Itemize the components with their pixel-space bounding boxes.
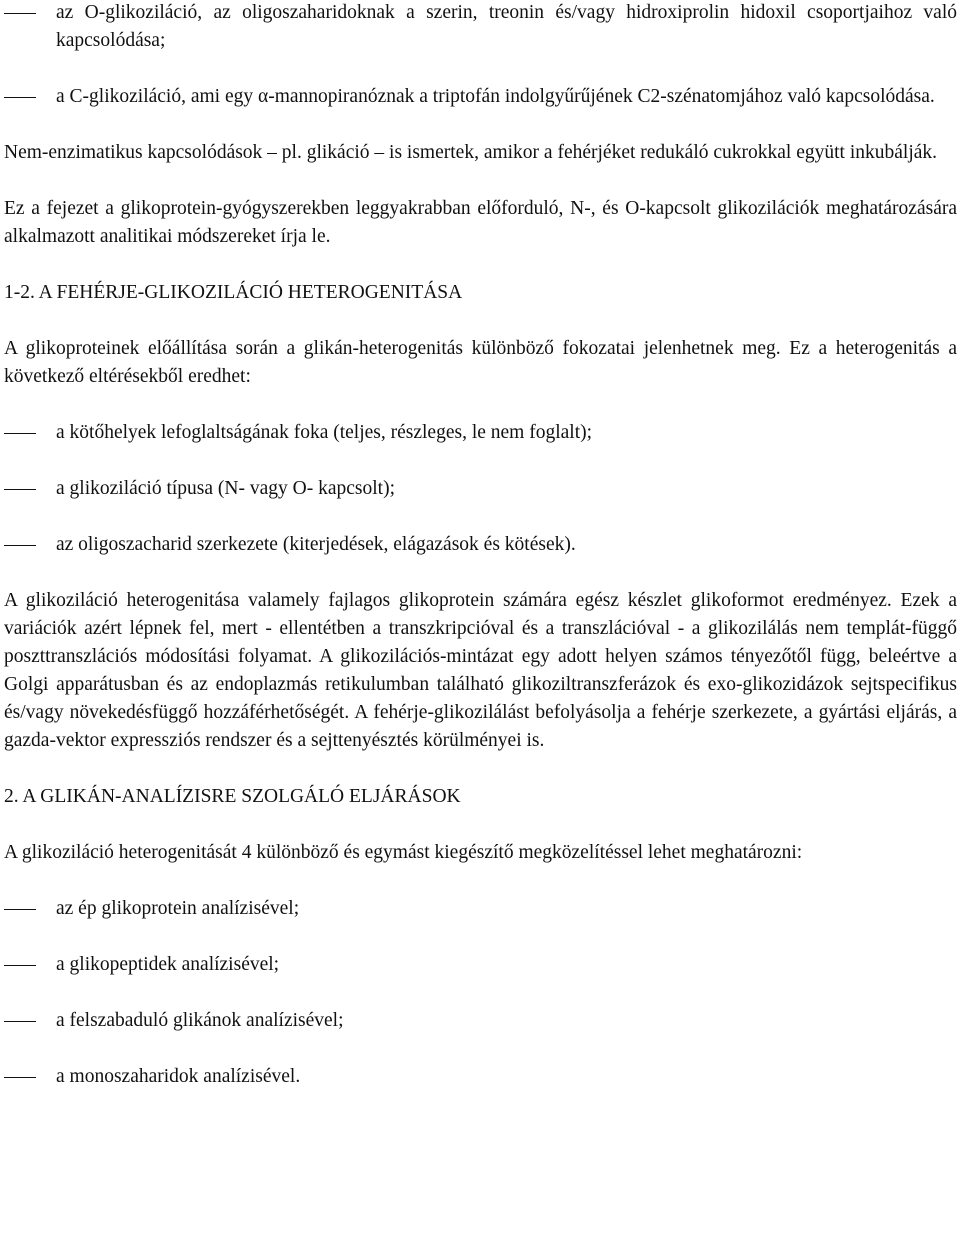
section-heading-1-2: 1-2. A FEHÉRJE-GLIKOZILÁCIÓ HETEROGENITÁSA xyxy=(4,282,463,303)
section-heading-2: 2. A GLIKÁN-ANALÍZISRE SZOLGÁLÓ ELJÁRÁSOK xyxy=(4,786,461,807)
list-item-text: a glikopeptidek analízisével; xyxy=(56,954,280,975)
list-item-text: a kötőhelyek lefoglaltságának foka (teljes, részleges, le nem foglalt); xyxy=(56,422,593,443)
list-item-text: az O-glikoziláció, az oligoszaharidoknak a szerin, treonin és/vagy hidroxiprolin hidoxil csoportjaihoz való kapcsolódása; xyxy=(56,2,957,51)
list-item-text: a monoszaharidok analízisével. xyxy=(56,1066,301,1087)
list-item xyxy=(4,1007,957,1035)
paragraph-non-enzymatic: Nem-enzimatikus kapcsolódások – pl. glikáció – is ismertek, amikor a fehérjéket redukáló cukrokkal együtt inkubálják. xyxy=(4,142,938,163)
list-item xyxy=(4,1063,957,1091)
list-item xyxy=(4,531,957,559)
list-item-text: az oligoszacharid szerkezete (kiterjedések, elágazások és kötések). xyxy=(56,534,576,555)
list-item-text: a C-glikoziláció, ami egy α-mannopiranóznak a triptofán indolgyűrűjének C2-szénatomjához való kapcsolódása. xyxy=(56,86,935,107)
paragraph-glycoform: A glikoziláció heterogenitása valamely fajlagos glikoprotein számára egész készlet glikoformot eredményez. Ezek a variációk azért lépnek fel, mert - ellentétben a transzkripcióval és a transzlációval - a glikozilálás nem templát-függő poszttranszlációs módosítási folyamat. A glikozilációs-mintázat egy adott helyen számos tényezőtől függ, beleértve a Golgi apparátusban és az endoplazmás retikulumban található glikoziltranszferázok és exo-glikozidázok sejtspecifikus és/vagy növekedésfüggő hozzáférhetőségét. A fehérje-glikozilálást befolyásolja a fehérje szerkezete, a gyártási eljárás, a gazda-vektor expressziós rendszer és a sejttenyésztés körülményei is. xyxy=(4,590,957,751)
list-item xyxy=(4,0,957,55)
list-item xyxy=(4,895,957,923)
list-item-text: a felszabaduló glikánok analízisével; xyxy=(56,1010,344,1031)
list-item xyxy=(4,951,957,979)
list-item xyxy=(4,475,957,503)
paragraph-methods: A glikoziláció heterogenitását 4 különböző és egymást kiegészítő megközelítéssel lehet meghatározni: xyxy=(4,842,803,863)
list-item xyxy=(4,83,957,111)
list-item xyxy=(4,419,957,447)
list-item-text: a glikoziláció típusa (N- vagy O- kapcsolt); xyxy=(56,478,395,499)
list-item-text: az ép glikoprotein analízisével; xyxy=(56,898,300,919)
paragraph-heterogeneity: A glikoproteinek előállítása során a glikán-heterogenitás különböző fokozatai jelenhetnek meg. Ez a heterogenitás a következő eltérésekből eredhet: xyxy=(4,338,957,387)
paragraph-chapter-intro: Ez a fejezet a glikoprotein-gyógyszerekben leggyakrabban előforduló, N-, és O-kapcsolt glikozilációk meghatározására alkalmazott analitikai módszereket írja le. xyxy=(4,198,957,247)
